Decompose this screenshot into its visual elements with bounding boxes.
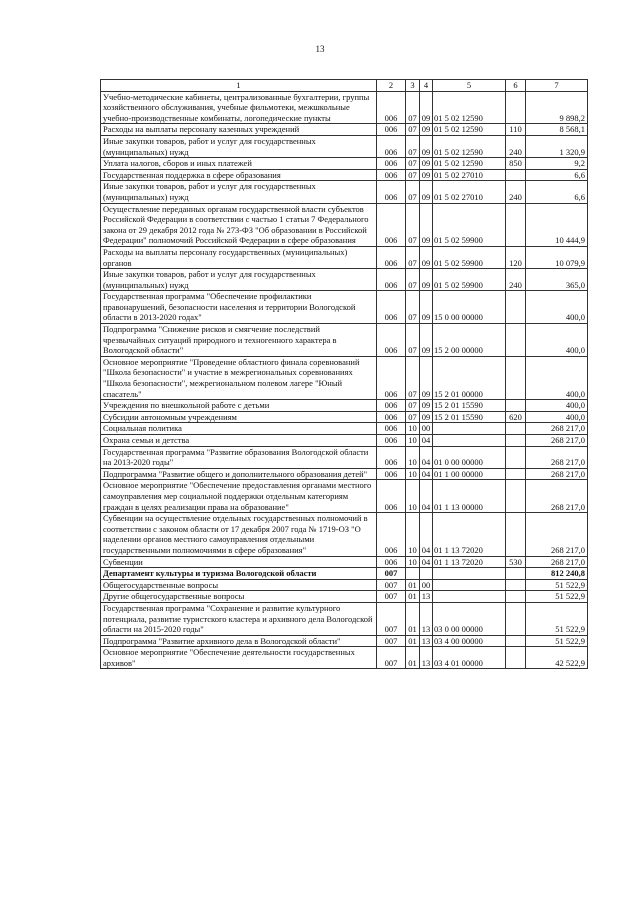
row-subsection: 09	[420, 124, 433, 136]
row-grbs: 006	[377, 135, 406, 157]
row-section: 07	[406, 324, 420, 357]
row-amount: 400,0	[526, 324, 588, 357]
row-subsection: 09	[420, 181, 433, 203]
row-grbs: 006	[377, 435, 406, 447]
row-expense-type	[506, 635, 526, 647]
row-grbs: 007	[377, 579, 406, 591]
row-target-article: 01 1 00 00000	[433, 468, 506, 480]
row-amount: 51 522,9	[526, 591, 588, 603]
row-section: 01	[406, 579, 420, 591]
row-section: 07	[406, 124, 420, 136]
row-target-article: 01 5 02 59900	[433, 269, 506, 291]
row-expense-type	[506, 468, 526, 480]
table-row	[101, 513, 588, 556]
row-amount: 400,0	[526, 411, 588, 423]
row-expense-type	[506, 203, 526, 246]
row-subsection	[420, 568, 433, 580]
table-body	[101, 91, 588, 669]
row-section: 07	[406, 169, 420, 181]
row-grbs: 006	[377, 124, 406, 136]
row-subsection: 09	[420, 291, 433, 324]
row-name: Государственная программа "Обеспечение профилактики правонарушений, безопасности населения и территории Вологодской области в 2013-2020 годах"	[101, 291, 377, 324]
row-subsection: 09	[420, 400, 433, 412]
row-section: 07	[406, 246, 420, 268]
row-grbs: 007	[377, 602, 406, 635]
row-name: Общегосударственные вопросы	[101, 579, 377, 591]
row-target-article: 15 2 00 00000	[433, 324, 506, 357]
row-expense-type: 110	[506, 124, 526, 136]
row-name: Субвенции	[101, 556, 377, 568]
row-target-article: 03 0 00 00000	[433, 602, 506, 635]
table-row	[101, 135, 588, 157]
row-target-article	[433, 568, 506, 580]
row-name: Основное мероприятие "Обеспечение деятельности государственных архивов"	[101, 647, 377, 669]
row-name: Департамент культуры и туризма Вологодской области	[101, 568, 377, 580]
row-name: Учреждения по внешкольной работе с детьми	[101, 400, 377, 412]
row-expense-type	[506, 647, 526, 669]
row-subsection: 04	[420, 435, 433, 447]
row-grbs: 006	[377, 411, 406, 423]
row-target-article: 01 1 13 72020	[433, 513, 506, 556]
table-row	[101, 181, 588, 203]
row-target-article: 01 5 02 27010	[433, 169, 506, 181]
table-row	[101, 568, 588, 580]
row-section: 10	[406, 556, 420, 568]
header-row	[101, 80, 588, 92]
row-subsection: 04	[420, 446, 433, 468]
row-name: Расходы на выплаты персоналу государственных (муниципальных) органов	[101, 246, 377, 268]
row-section: 07	[406, 411, 420, 423]
row-grbs: 006	[377, 556, 406, 568]
row-subsection: 04	[420, 513, 433, 556]
row-amount: 268 217,0	[526, 480, 588, 513]
header-cell: 3	[406, 80, 420, 92]
row-name: Государственная программа "Сохранение и развитие культурного потенциала, развитие туристского кластера и архивного дела Вологодской области на 2015-2020 годы"	[101, 602, 377, 635]
table-row	[101, 400, 588, 412]
row-name: Субвенции на осуществление отдельных государственных полномочий в соответствии с законом области от 17 декабря 2007 года № 1719-ОЗ "О наделении органов местного самоуправления отдельными государственными полномочиями в сфере образования"	[101, 513, 377, 556]
row-amount: 9 898,2	[526, 91, 588, 124]
table-row	[101, 246, 588, 268]
row-expense-type	[506, 591, 526, 603]
row-subsection: 09	[420, 411, 433, 423]
row-amount: 268 217,0	[526, 468, 588, 480]
table-row	[101, 324, 588, 357]
row-amount: 365,0	[526, 269, 588, 291]
row-grbs: 006	[377, 356, 406, 399]
header-cell: 4	[420, 80, 433, 92]
header-cell: 7	[526, 80, 588, 92]
budget-table	[100, 79, 588, 669]
row-amount: 8 568,1	[526, 124, 588, 136]
table-row	[101, 423, 588, 435]
row-target-article	[433, 423, 506, 435]
row-amount: 268 217,0	[526, 556, 588, 568]
table-row	[101, 556, 588, 568]
row-expense-type: 240	[506, 135, 526, 157]
row-grbs: 006	[377, 269, 406, 291]
row-expense-type	[506, 356, 526, 399]
row-amount: 1 320,9	[526, 135, 588, 157]
row-section: 07	[406, 269, 420, 291]
row-expense-type: 620	[506, 411, 526, 423]
row-subsection: 09	[420, 135, 433, 157]
header-cell: 5	[433, 80, 506, 92]
row-name: Подпрограмма "Развитие архивного дела в Вологодской области"	[101, 635, 377, 647]
row-grbs: 006	[377, 400, 406, 412]
row-name: Учебно-методические кабинеты, централизованные бухгалтерии, группы хозяйственного обслуживания, учебные фильмотеки, межшкольные учебно-производственные комбинаты, логопедические пункты	[101, 91, 377, 124]
row-target-article	[433, 579, 506, 591]
row-amount: 400,0	[526, 400, 588, 412]
row-target-article: 01 5 02 12590	[433, 135, 506, 157]
header-cell: 6	[506, 80, 526, 92]
row-amount: 51 522,9	[526, 635, 588, 647]
table-row	[101, 356, 588, 399]
row-section: 07	[406, 91, 420, 124]
table-row	[101, 411, 588, 423]
row-subsection: 09	[420, 356, 433, 399]
row-amount: 268 217,0	[526, 423, 588, 435]
row-section: 01	[406, 635, 420, 647]
row-target-article: 15 2 01 00000	[433, 356, 506, 399]
row-expense-type	[506, 513, 526, 556]
row-grbs: 006	[377, 181, 406, 203]
row-expense-type	[506, 602, 526, 635]
row-amount: 812 240,8	[526, 568, 588, 580]
row-grbs: 006	[377, 423, 406, 435]
row-amount: 10 444,9	[526, 203, 588, 246]
table-row	[101, 124, 588, 136]
row-target-article: 01 1 13 00000	[433, 480, 506, 513]
row-subsection: 09	[420, 269, 433, 291]
header-cell: 1	[101, 80, 377, 92]
row-amount: 268 217,0	[526, 446, 588, 468]
row-section: 01	[406, 602, 420, 635]
row-section: 07	[406, 291, 420, 324]
row-name: Иные закупки товаров, работ и услуг для государственных (муниципальных) нужд	[101, 269, 377, 291]
row-name: Уплата налогов, сборов и иных платежей	[101, 158, 377, 170]
row-section: 10	[406, 435, 420, 447]
row-expense-type	[506, 324, 526, 357]
table-row	[101, 480, 588, 513]
row-amount: 6,6	[526, 181, 588, 203]
row-target-article	[433, 591, 506, 603]
row-expense-type: 530	[506, 556, 526, 568]
row-expense-type	[506, 480, 526, 513]
row-section: 07	[406, 203, 420, 246]
row-subsection: 09	[420, 169, 433, 181]
row-name: Государственная программа "Развитие образования Вологодской области на 2013-2020 годы"	[101, 446, 377, 468]
row-expense-type	[506, 400, 526, 412]
row-target-article: 01 5 02 12590	[433, 158, 506, 170]
row-subsection: 13	[420, 591, 433, 603]
table-row	[101, 602, 588, 635]
row-subsection: 13	[420, 635, 433, 647]
table-row	[101, 446, 588, 468]
row-target-article: 01 5 02 59900	[433, 246, 506, 268]
row-expense-type	[506, 579, 526, 591]
row-name: Иные закупки товаров, работ и услуг для государственных (муниципальных) нужд	[101, 181, 377, 203]
row-subsection: 00	[420, 423, 433, 435]
row-expense-type: 240	[506, 269, 526, 291]
row-amount: 51 522,9	[526, 602, 588, 635]
row-target-article: 15 0 00 00000	[433, 291, 506, 324]
row-subsection: 13	[420, 647, 433, 669]
row-name: Осуществление переданных органам государственной власти субъектов Российской Федерации в соответствии с частью 1 статьи 7 Федерального закона от 29 декабря 2012 года № 273-ФЗ "Об образовании в Российской Федерации" полномочий Российской Федерации в сфере образования	[101, 203, 377, 246]
row-grbs: 006	[377, 291, 406, 324]
row-name: Социальная политика	[101, 423, 377, 435]
row-section: 10	[406, 423, 420, 435]
row-name: Расходы на выплаты персоналу казенных учреждений	[101, 124, 377, 136]
row-section: 07	[406, 356, 420, 399]
row-subsection: 04	[420, 480, 433, 513]
row-expense-type	[506, 169, 526, 181]
row-amount: 9,2	[526, 158, 588, 170]
row-subsection: 13	[420, 602, 433, 635]
row-grbs: 006	[377, 203, 406, 246]
row-section: 07	[406, 158, 420, 170]
row-expense-type: 240	[506, 181, 526, 203]
row-section: 01	[406, 591, 420, 603]
table-row	[101, 579, 588, 591]
row-target-article: 01 5 02 12590	[433, 91, 506, 124]
table-row	[101, 635, 588, 647]
table-row	[101, 647, 588, 669]
table-row	[101, 91, 588, 124]
row-expense-type	[506, 91, 526, 124]
row-grbs: 006	[377, 91, 406, 124]
row-target-article	[433, 435, 506, 447]
row-expense-type: 850	[506, 158, 526, 170]
row-target-article: 01 5 02 59900	[433, 203, 506, 246]
row-grbs: 007	[377, 568, 406, 580]
table-row	[101, 468, 588, 480]
row-grbs: 007	[377, 591, 406, 603]
row-subsection: 09	[420, 91, 433, 124]
row-name: Государственная поддержка в сфере образования	[101, 169, 377, 181]
row-section: 10	[406, 513, 420, 556]
row-name: Субсидии автономным учреждениям	[101, 411, 377, 423]
table-row	[101, 591, 588, 603]
row-expense-type: 120	[506, 246, 526, 268]
row-name: Подпрограмма "Развитие общего и дополнительного образования детей"	[101, 468, 377, 480]
row-section: 07	[406, 181, 420, 203]
row-amount: 268 217,0	[526, 513, 588, 556]
page-number: 13	[315, 44, 325, 54]
row-section: 07	[406, 135, 420, 157]
row-subsection: 04	[420, 556, 433, 568]
row-target-article: 03 4 01 00000	[433, 647, 506, 669]
row-section: 10	[406, 480, 420, 513]
row-grbs: 006	[377, 158, 406, 170]
row-section: 10	[406, 468, 420, 480]
row-amount: 42 522,9	[526, 647, 588, 669]
row-name: Подпрограмма "Снижение рисков и смягчение последствий чрезвычайных ситуаций природного и техногенного характера в Вологодской области"	[101, 324, 377, 357]
row-target-article: 01 5 02 27010	[433, 181, 506, 203]
row-name: Иные закупки товаров, работ и услуг для государственных (муниципальных) нужд	[101, 135, 377, 157]
row-amount: 51 522,9	[526, 579, 588, 591]
row-subsection: 00	[420, 579, 433, 591]
row-target-article: 03 4 00 00000	[433, 635, 506, 647]
row-name: Другие общегосударственные вопросы	[101, 591, 377, 603]
row-section: 01	[406, 647, 420, 669]
table-row	[101, 203, 588, 246]
row-amount: 6,6	[526, 169, 588, 181]
row-grbs: 006	[377, 446, 406, 468]
row-subsection: 09	[420, 203, 433, 246]
row-name: Охрана семьи и детства	[101, 435, 377, 447]
row-section: 07	[406, 400, 420, 412]
row-expense-type	[506, 423, 526, 435]
row-target-article: 01 1 13 72020	[433, 556, 506, 568]
table-row	[101, 269, 588, 291]
row-grbs: 006	[377, 169, 406, 181]
row-grbs: 006	[377, 513, 406, 556]
table-row	[101, 158, 588, 170]
row-expense-type	[506, 568, 526, 580]
row-subsection: 09	[420, 324, 433, 357]
table-row	[101, 435, 588, 447]
row-grbs: 007	[377, 647, 406, 669]
row-expense-type	[506, 291, 526, 324]
row-subsection: 09	[420, 246, 433, 268]
row-expense-type	[506, 435, 526, 447]
row-subsection: 09	[420, 158, 433, 170]
header-cell: 2	[377, 80, 406, 92]
row-amount: 400,0	[526, 356, 588, 399]
row-section	[406, 568, 420, 580]
row-amount: 10 079,9	[526, 246, 588, 268]
row-target-article: 01 5 02 12590	[433, 124, 506, 136]
row-grbs: 006	[377, 246, 406, 268]
row-amount: 268 217,0	[526, 435, 588, 447]
row-section: 10	[406, 446, 420, 468]
row-grbs: 006	[377, 468, 406, 480]
row-target-article: 15 2 01 15590	[433, 400, 506, 412]
row-grbs: 006	[377, 324, 406, 357]
row-amount: 400,0	[526, 291, 588, 324]
row-grbs: 006	[377, 480, 406, 513]
row-subsection: 04	[420, 468, 433, 480]
row-target-article: 01 0 00 00000	[433, 446, 506, 468]
row-grbs: 007	[377, 635, 406, 647]
table-row	[101, 291, 588, 324]
row-expense-type	[506, 446, 526, 468]
table-row	[101, 169, 588, 181]
row-name: Основное мероприятие "Проведение областного финала соревнований "Школа безопасности" и участие в межрегиональных соревнованиях "Школа безопасности", межрегиональном полевом лагере "Юный спасатель"	[101, 356, 377, 399]
row-name: Основное мероприятие "Обеспечение предоставления органами местного самоуправления мер социальной поддержки отдельным категориям граждан в целях реализации права на образование"	[101, 480, 377, 513]
row-target-article: 15 2 01 15590	[433, 411, 506, 423]
